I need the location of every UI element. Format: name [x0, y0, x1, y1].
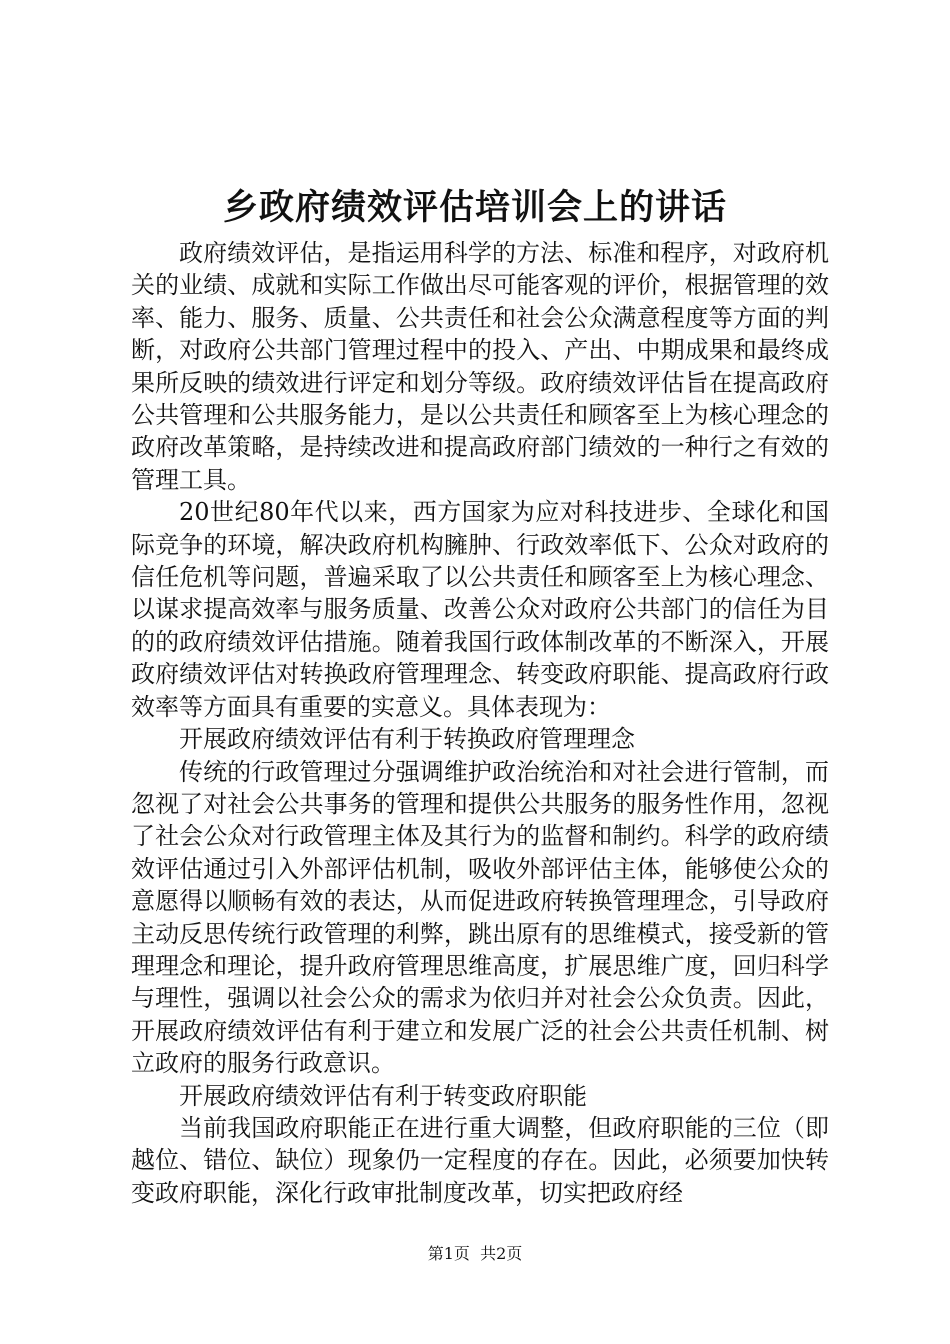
paragraph-background: 20世纪80年代以来，西方国家为应对科技进步、全球化和国际竞争的环境，解决政府机构臃肿、行政效率低下、公众对政府的信任危机等问题，普遍采取了以公共责任和顾客至上为核心理念、以谋求提高效率与服务质量、改善公众对政府公共部门的信任为目的的政府绩效评估措施。随着我国行政体制改革的不断深入，开展政府绩效评估对转换政府管理理念、转变政府职能、提高政府行政效率等方面具有重要的实意义。具体表现为： — [131, 498, 829, 721]
footer-spacer — [470, 1244, 480, 1263]
document-body — [131, 237, 829, 1209]
document-title: 乡政府绩效评估培训会上的讲话 — [222, 187, 727, 228]
paragraph-definition: 政府绩效评估，是指运用科学的方法、标准和程序，对政府机关的业绩、成就和实际工作做出尽可能客观的评价，根据管理的效率、能力、服务、质量、公共责任和社会公众满意程度等方面的判断，对政府公共部门管理过程中的投入、产出、中期成果和最终成果所反映的绩效进行评定和划分等级。政府绩效评估旨在提高政府公共管理和公共服务能力，是以公共责任和顾客至上为核心理念的政府改革策略，是持续改进和提高政府部门绩效的一种行之有效的管理工具。 — [131, 239, 829, 494]
page-number: 第1页 — [427, 1244, 470, 1263]
section-heading-government-functions: 开展政府绩效评估有利于转变政府职能 — [179, 1081, 587, 1110]
page-footer — [0, 1243, 950, 1265]
total-pages: 共2页 — [480, 1244, 523, 1263]
paragraph-management-concept: 传统的行政管理过分强调维护政治统治和对社会进行管制，而忽视了对社会公共事务的管理和提供公共服务的服务性作用，忽视了社会公众对行政管理主体及其行为的监督和制约。科学的政府绩效评估通过引入外部评估机制，吸收外部评估主体，能够使公众的意愿得以顺畅有效的表达，从而促进政府转换管理理念，引导政府主动反思传统行政管理的利弊，跳出原有的思维模式，接受新的管理理念和理论，提升政府管理思维高度，扩展思维广度，回归科学与理性，强调以社会公众的需求为依归并对社会公众负责。因此，开展政府绩效评估有利于建立和发展广泛的社会公共责任机制、树立政府的服务行政意识。 — [131, 757, 829, 1078]
section-heading-management-concept: 开展政府绩效评估有利于转换政府管理理念 — [179, 725, 635, 754]
paragraph-government-functions: 当前我国政府职能正在进行重大调整，但政府职能的三位（即越位、错位、缺位）现象仍一定程度的存在。因此，必须要加快转变政府职能，深化行政审批制度改革，切实把政府经 — [131, 1113, 829, 1207]
